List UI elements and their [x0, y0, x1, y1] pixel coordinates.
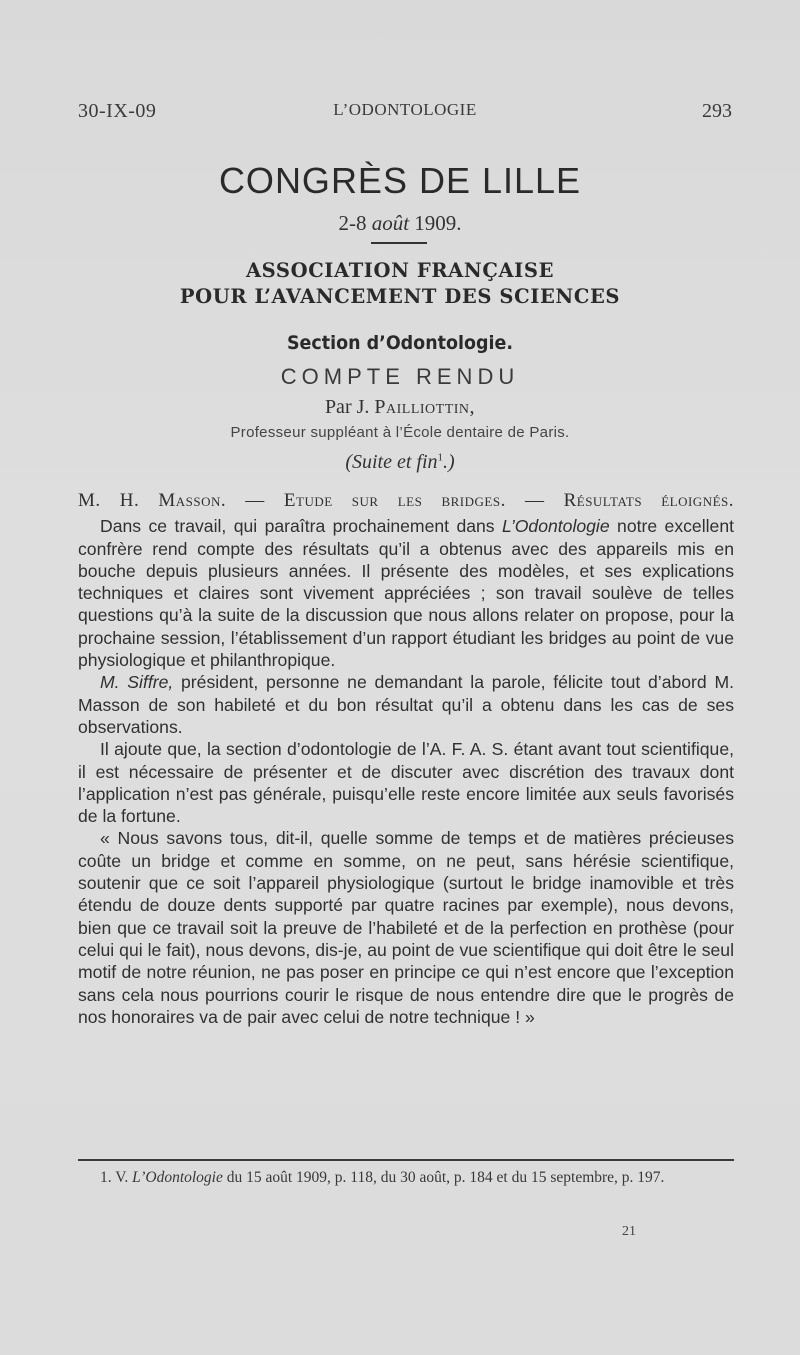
- running-head: [78, 100, 732, 130]
- speaker-name: M. Siffre,: [100, 672, 174, 693]
- continuation-note: [0, 451, 800, 474]
- dates-year: 1909.: [414, 211, 462, 235]
- page-title: CONGRÈS DE LILLE: [218, 160, 582, 201]
- journal-name: L’ODONTOLOGIE: [333, 100, 477, 119]
- paragraph-text: Il ajoute que, la section d’odontologie de l’A. F. A. S. étant avant tout scientifique, il est nécessaire de présenter et de discuter avec discrétion des travaux dont l’application n’est pas générale, puisqu’elle reste encore limitée aux seuls favorisés de la fortune.: [78, 739, 734, 827]
- author-prefix: Par J.: [324, 396, 370, 418]
- author-affiliation: Professeur suppléant à l’École dentaire de Paris.: [230, 424, 570, 441]
- heading-dash: —: [226, 490, 284, 511]
- association-line-2: POUR L’AVANCEMENT DES SCIENCES: [179, 285, 621, 308]
- issue-date: 30-IX-09: [78, 100, 157, 122]
- association-heading: [0, 258, 800, 310]
- paragraph: [78, 738, 734, 827]
- paragraph-text: « Nous savons tous, dit-il, quelle somme de temps et de matières précieuses coûte un bridge et comme en somme, on ne peut, sans hérésie scientifique, soutenir que ce soit l’appareil physiologique (surtout le bridge inamovible et très étendu de douze dents supporté par quatre racines par exemple), nous devons, bien que ce travail soit la preuve de l’habileté et de la perfection en prothèse (pour celui qui le fait), nous devons, dis-je, au point de vue scientifique qui doit être le seul motif de notre réunion, ne pas poser en principe ce qui n’est encore que l’exception sans cela nous pourrions courir le risque de nous entendre dire que le progrès de nos honoraires va de pair avec celui de notre technique ! »: [78, 828, 734, 1027]
- author-name: Pailliottin,: [374, 396, 476, 418]
- footnote: [78, 1167, 734, 1188]
- speaker-name: Masson.: [158, 490, 227, 511]
- signature-mark: 21: [622, 1224, 636, 1239]
- author-line: [0, 396, 800, 419]
- title-divider: [371, 242, 427, 244]
- association-line-1: ASSOCIATION FRANÇAISE: [245, 259, 555, 282]
- section-name: Section d’Odontologie.: [286, 332, 514, 354]
- footnote-text: du 15 août 1909, p. 118, du 30 août, p. 184 et du 15 septembre, p. 197.: [222, 1169, 665, 1186]
- paragraph-text: Dans ce travail, qui paraîtra prochainement dans: [100, 516, 503, 537]
- heading-dash: —: [505, 490, 564, 511]
- footnote-reference[interactable]: 1: [437, 451, 444, 464]
- report-label: COMPTE RENDU: [280, 364, 520, 389]
- page-number: 293: [702, 100, 732, 122]
- paragraph-text: président, personne ne demandant la parole, félicite tout d’abord M. Masson de son habileté et du bon résultat qu’il a obtenu dans les cas de ses observations.: [78, 672, 735, 737]
- speaker-prefix: M. H.: [78, 490, 140, 511]
- footnote-marker: 1. V.: [100, 1169, 133, 1186]
- paragraph: [78, 671, 734, 738]
- footnote-divider: [78, 1159, 734, 1161]
- journal-reference: L’Odontologie: [502, 516, 610, 537]
- paragraph-text: notre excellent confrère rend compte des résultats qu’il a obtenus avec des appareils mis en bouche depuis plusieurs années. Il présente des modèles, et ses explications techniques et claires sont vivement appréciées ; son travail soulève de telles questions qu’à la suite de la discussion que nous allons relater on propose, pour la prochaine session, l’établissement d’un rapport étudiant les bridges au point de vue physiologique et philanthropique.: [78, 516, 734, 671]
- congress-dates: [0, 211, 800, 236]
- heading-topic: Etude sur les bridges.: [283, 490, 506, 511]
- paragraph: [78, 827, 734, 1028]
- dates-month: août: [371, 211, 410, 235]
- continuation-close: .): [443, 451, 455, 473]
- paragraph: [78, 515, 734, 671]
- article-heading: [78, 490, 734, 512]
- footnote-journal: L’Odontologie: [132, 1169, 223, 1186]
- heading-subtopic: Résultats éloignés.: [563, 490, 734, 511]
- continuation-text: (Suite et fin: [345, 451, 438, 473]
- dates-range: 2-8: [338, 211, 367, 235]
- article-body: [78, 490, 734, 1028]
